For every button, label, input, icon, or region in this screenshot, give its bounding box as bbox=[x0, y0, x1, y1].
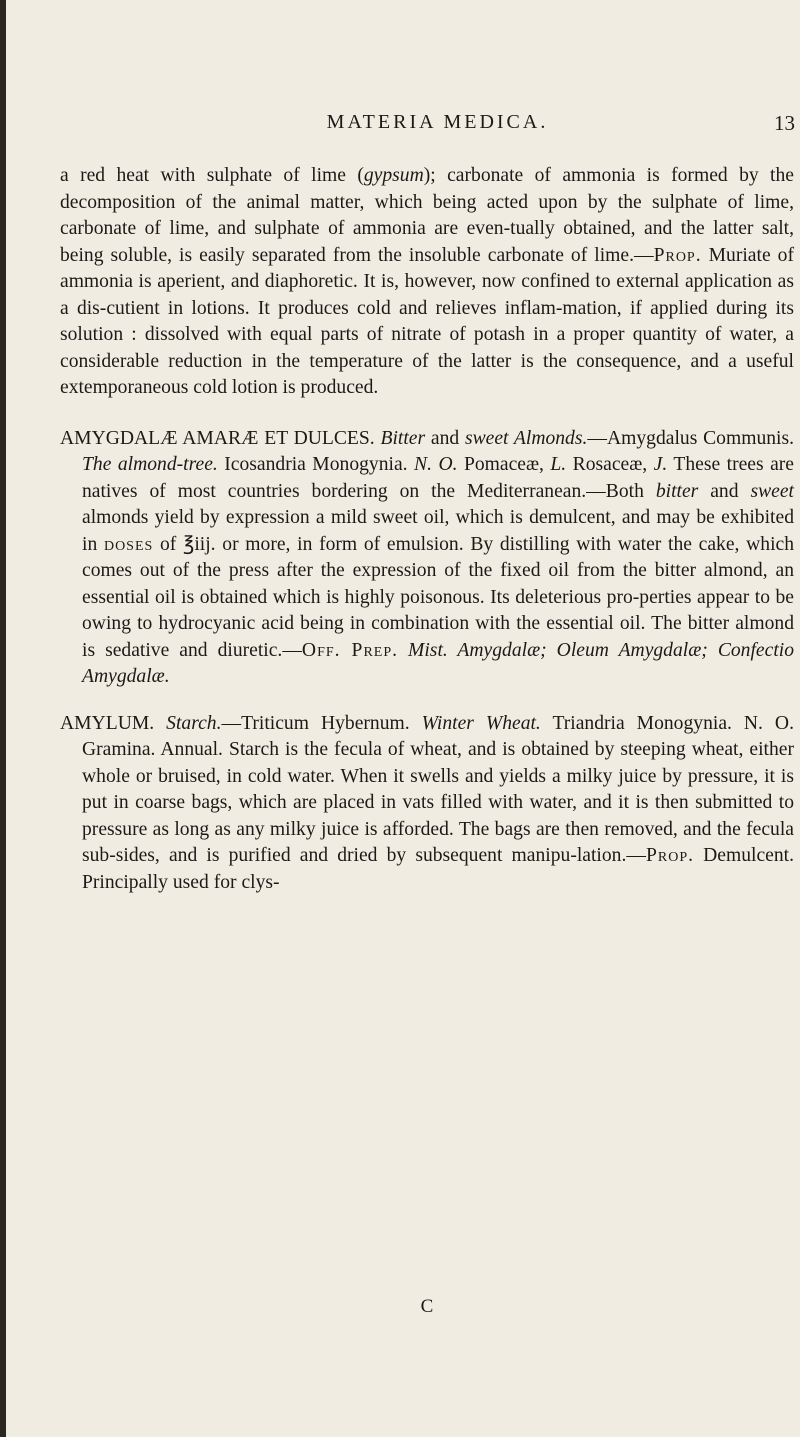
entry-amylum bbox=[60, 711, 794, 897]
text-run: almonds yield by expression a mild sweet oil, which is demulcent, and may be exhibited in bbox=[82, 507, 794, 555]
text-run: Icosandria Monogynia. bbox=[217, 454, 415, 475]
italic-run: L. bbox=[550, 454, 567, 475]
text-run bbox=[398, 640, 408, 661]
text-run: Triandria Monogynia. N. O. Gramina. Annual. Starch is the fecula of wheat, and is obtained by steeping wheat, either whole or bruised, in cold water. When it swells and yields a milky juice by pressure, it is put in coarse bags, which are placed in vats filled with water, and it is then submitted to pressure as long as any milky juice is afforded. The bags are then removed, and the fecula sub-sides, and is purified and dried by subsequent manipu-lation.— bbox=[82, 712, 794, 866]
body-text bbox=[60, 163, 794, 896]
italic-run: Winter Wheat. bbox=[421, 712, 541, 734]
text-run bbox=[154, 713, 166, 734]
page-number: 13 bbox=[774, 111, 795, 135]
running-head: MATERIA MEDICA. bbox=[326, 111, 549, 133]
text-run: ); carbonate of ammonia is formed by the decomposition of the animal matter, which being acted upon by the sulphate of lime, carbonate of lime, and sulphate of ammonia are even-tually obtained, and the latter salt, being soluble, is easily separated from the insoluble carbonate of lime.— bbox=[60, 165, 794, 266]
italic-run: Starch. bbox=[166, 712, 222, 734]
binding-edge bbox=[0, 0, 6, 1437]
off-prep-label: Off. Prep. bbox=[301, 639, 399, 661]
italic-run: Bitter bbox=[380, 427, 426, 449]
prop-label: Prop. bbox=[653, 244, 702, 266]
text-run: and bbox=[698, 480, 751, 502]
italic-run: The almond-tree. bbox=[82, 454, 218, 475]
paragraph-gap bbox=[60, 402, 794, 426]
italic-run: sweet bbox=[750, 480, 794, 502]
text-run: Demulcent. Principally used for clys- bbox=[82, 845, 795, 893]
paragraph-gap bbox=[60, 691, 794, 711]
italic-run: Mist. Amygdalæ; Oleum Amygdalæ; Confectio Amygdalæ. bbox=[82, 639, 795, 687]
page-header bbox=[60, 111, 795, 141]
prop-label: Prop. bbox=[645, 845, 694, 866]
entry-amygdalae bbox=[60, 426, 794, 691]
italic-run: gypsum bbox=[363, 165, 424, 186]
text-run: Muriate of ammonia is aperient, and diaphoretic. It is, however, now confined to external application as a dis-cutient in lotions. It produces cold and relieves inflam-mation, if applied during its solution : dissolved with equal parts of nitrate of potash in a proper quantity of water, a considerable reduction in the temperature of the latter is the consequence, and a useful extemporaneous cold lotion is produced. bbox=[60, 244, 794, 398]
text-run: These trees are natives of most countries bordering on the Mediterranean.—Both bbox=[82, 454, 794, 502]
italic-run: sweet Almonds. bbox=[464, 427, 588, 449]
text-run: Pomaceæ, bbox=[457, 454, 551, 475]
text-run: —Triticum Hybernum. bbox=[221, 712, 422, 734]
text-run: of ℥iij. or more, in form of emulsion. By distilling with water the cake, which comes out of the press after the expression of the fixed oil from the bitter almond, an essential oil is obtained which is highly poisonous. Its deleterious pro-perties appear to be owing to hydrocyanic acid being in combination with the essential oil. The bitter almond is sedative and diuretic.— bbox=[82, 533, 795, 661]
text-run: a red heat with sulphate of lime ( bbox=[60, 165, 364, 186]
text-run: —Amygdalus Communis. bbox=[587, 427, 795, 449]
entry-heading: AMYGDALÆ AMARÆ ET DULCES. bbox=[60, 427, 375, 449]
entry-heading: AMYLUM. bbox=[60, 712, 155, 734]
text-run: Rosaceæ, bbox=[566, 454, 654, 475]
signature-mark bbox=[60, 1296, 794, 1318]
doses-label: doses bbox=[103, 533, 154, 555]
italic-run: N. O. bbox=[414, 454, 458, 475]
text-run: and bbox=[425, 427, 465, 449]
italic-run: bitter bbox=[655, 480, 699, 502]
signature-letter: C bbox=[420, 1296, 434, 1317]
italic-run: J. bbox=[653, 454, 668, 475]
paragraph-ammonia-continued bbox=[60, 163, 794, 402]
